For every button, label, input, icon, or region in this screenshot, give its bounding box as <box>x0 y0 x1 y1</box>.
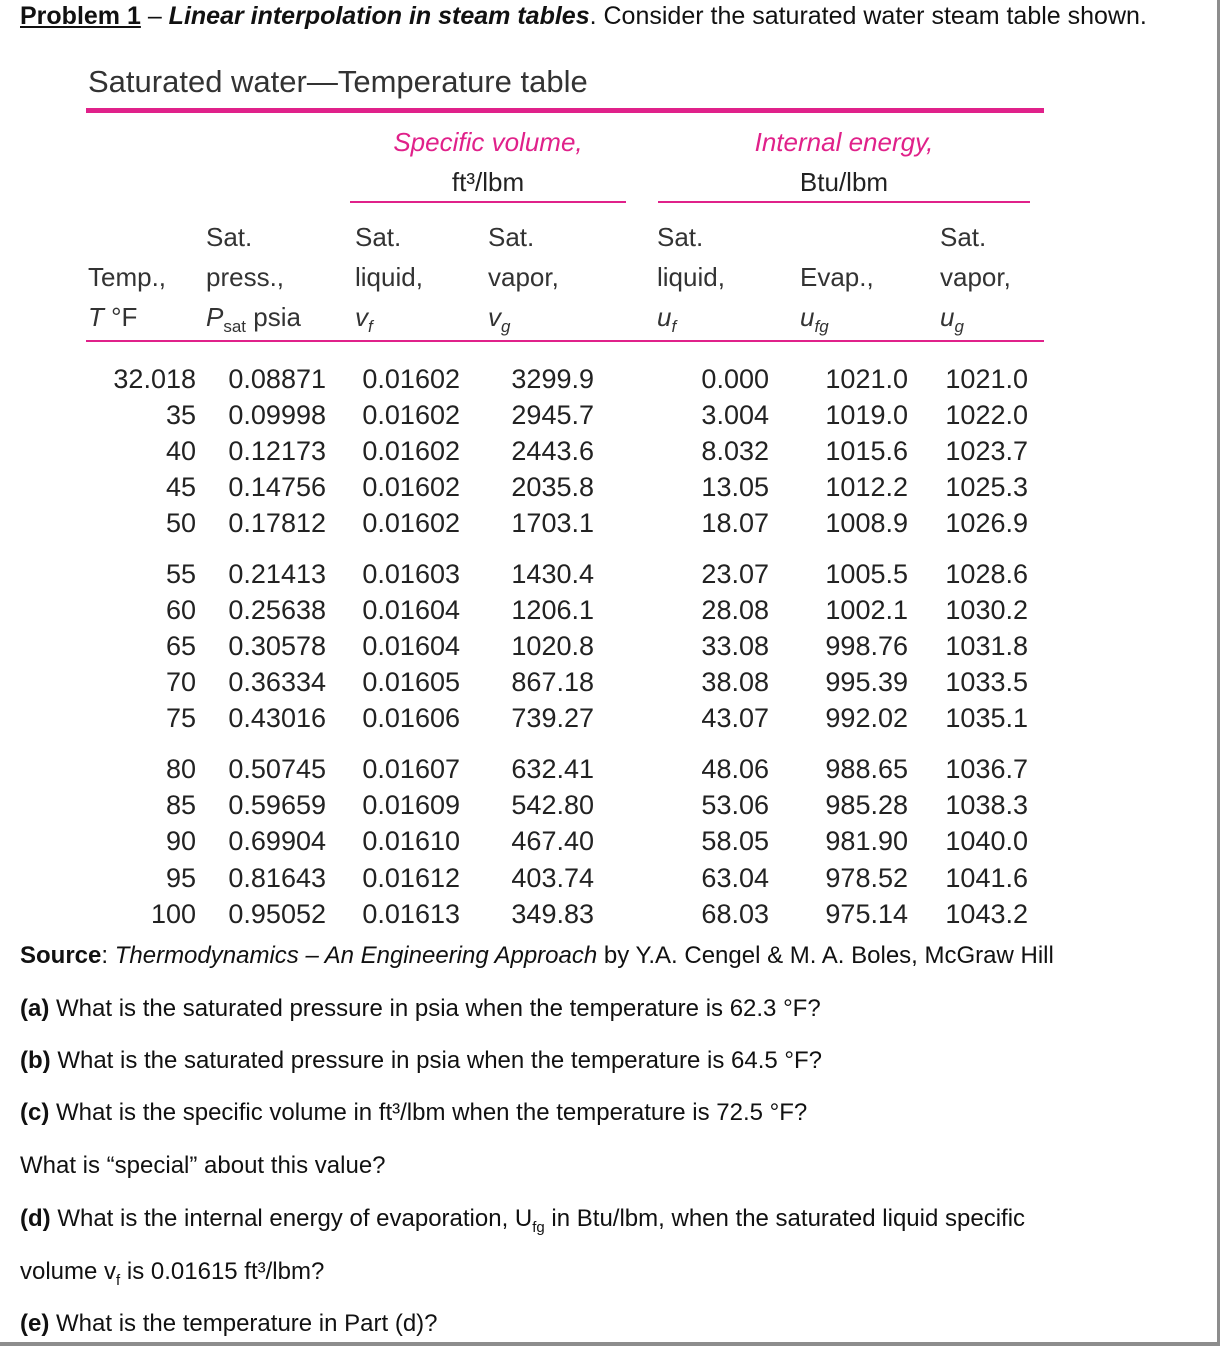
question-a: (a) What is the saturated pressure in psia when the temperature is 62.3 °F? <box>20 995 821 1022</box>
table-row <box>0 628 1100 664</box>
cell-vf: 0.01602 <box>362 472 460 502</box>
cell-psat: 0.95052 <box>228 899 326 929</box>
table-row <box>0 505 1100 541</box>
cell-ug: 1033.5 <box>945 667 1028 697</box>
cell-vg: 2945.7 <box>511 400 594 430</box>
cell-ufg: 975.14 <box>825 899 908 929</box>
cell-psat: 0.08871 <box>228 364 326 394</box>
table-row <box>0 700 1100 736</box>
cell-uf: 3.004 <box>701 400 769 430</box>
cell-vg: 349.83 <box>511 899 594 929</box>
cell-vf: 0.01603 <box>362 559 460 589</box>
cell-psat: 0.09998 <box>228 400 326 430</box>
question-c: (c) What is the specific volume in ft³/lbm when the temperature is 72.5 °F? <box>20 1099 808 1126</box>
cell-uf: 18.07 <box>701 508 769 538</box>
table-row <box>0 896 1100 932</box>
cell-uf: 33.08 <box>701 631 769 661</box>
cell-vg: 542.80 <box>511 790 594 820</box>
cell-vf: 0.01602 <box>362 400 460 430</box>
cell-temp: 35 <box>165 400 196 430</box>
cell-ug: 1041.6 <box>945 863 1028 893</box>
cell-temp: 75 <box>165 703 196 733</box>
source-line: Source: Thermodynamics – An Engineering Approach by Y.A. Cengel & M. A. Boles, McGraw Hill <box>20 942 1054 969</box>
cell-temp: 60 <box>165 595 196 625</box>
cell-vf: 0.01612 <box>362 863 460 893</box>
table-row <box>0 787 1100 823</box>
cell-psat: 0.21413 <box>228 559 326 589</box>
cell-uf: 68.03 <box>701 899 769 929</box>
cell-psat: 0.17812 <box>228 508 326 538</box>
cell-temp: 80 <box>165 754 196 784</box>
problem-dash: – <box>140 2 169 30</box>
table-row <box>0 664 1100 700</box>
table-row <box>0 860 1100 896</box>
cell-vg: 867.18 <box>511 667 594 697</box>
cell-psat: 0.25638 <box>228 595 326 625</box>
cell-uf: 8.032 <box>701 436 769 466</box>
cell-temp: 40 <box>165 436 196 466</box>
col-header-psat: Sat. press., $P_{sat}$ psia <box>206 222 301 337</box>
cell-ufg: 981.90 <box>825 826 908 856</box>
cell-vf: 0.01602 <box>362 364 460 394</box>
question-e: (e) What is the temperature in Part (d)? <box>20 1310 438 1337</box>
cell-vg: 467.40 <box>511 826 594 856</box>
cell-vf: 0.01605 <box>362 667 460 697</box>
cell-vf: 0.01604 <box>362 595 460 625</box>
cell-temp: 85 <box>165 790 196 820</box>
cell-psat: 0.43016 <box>228 703 326 733</box>
cell-ufg: 1008.9 <box>825 508 908 538</box>
source-label: Source <box>20 942 102 969</box>
cell-ufg: 1019.0 <box>825 400 908 430</box>
cell-psat: 0.30578 <box>228 631 326 661</box>
table-row <box>0 592 1100 628</box>
header-bottom-rule <box>86 340 1044 342</box>
cell-temp: 70 <box>165 667 196 697</box>
cell-uf: 63.04 <box>701 863 769 893</box>
cell-vf: 0.01604 <box>362 631 460 661</box>
cell-vg: 1206.1 <box>511 595 594 625</box>
cell-ufg: 995.39 <box>825 667 908 697</box>
cell-ufg: 992.02 <box>825 703 908 733</box>
question-c-followup: What is “special” about this value? <box>20 1152 386 1179</box>
cell-ug: 1031.8 <box>945 631 1028 661</box>
cell-psat: 0.12173 <box>228 436 326 466</box>
problem-intro: . Consider the saturated water steam table shown. <box>589 2 1147 30</box>
internal-energy-title: Internal energy, <box>754 127 934 157</box>
cell-ug: 1021.0 <box>945 364 1028 394</box>
cell-ufg: 985.28 <box>825 790 908 820</box>
cell-vg: 2035.8 <box>511 472 594 502</box>
table-caption: Saturated water—Temperature table <box>88 64 588 99</box>
cell-ug: 1023.7 <box>945 436 1028 466</box>
cell-vg: 632.41 <box>511 754 594 784</box>
table-row <box>0 556 1100 592</box>
cell-vg: 1020.8 <box>511 631 594 661</box>
cell-temp: 65 <box>165 631 196 661</box>
cell-vg: 1703.1 <box>511 508 594 538</box>
table-row <box>0 469 1100 505</box>
question-d: (d) What is the internal energy of evaporation, $U_{fg}$ in Btu/lbm, when the saturated liquid specific <box>20 1205 1026 1236</box>
cell-vg: 1430.4 <box>511 559 594 589</box>
cell-ufg: 1021.0 <box>825 364 908 394</box>
col-header-temp: Temp., T °F <box>88 262 167 332</box>
cell-ufg: 1002.1 <box>825 595 908 625</box>
cell-psat: 0.59659 <box>228 790 326 820</box>
cell-uf: 0.000 <box>701 364 769 394</box>
internal-energy-rule <box>658 201 1030 203</box>
cell-ufg: 978.52 <box>825 863 908 893</box>
cell-ufg: 998.76 <box>825 631 908 661</box>
problem-label: Problem 1 <box>20 2 141 30</box>
cell-temp: 90 <box>165 826 196 856</box>
cell-vf: 0.01613 <box>362 899 460 929</box>
problem-heading <box>20 2 1147 31</box>
table-row <box>0 751 1100 787</box>
cell-temp: 55 <box>165 559 196 589</box>
cell-ug: 1026.9 <box>945 508 1028 538</box>
cell-ug: 1043.2 <box>945 899 1028 929</box>
cell-ug: 1028.6 <box>945 559 1028 589</box>
problem-title: Linear interpolation in steam tables <box>168 2 590 30</box>
cell-ug: 1025.3 <box>945 472 1028 502</box>
cell-vg: 2443.6 <box>511 436 594 466</box>
table-row <box>0 361 1100 397</box>
cell-uf: 53.06 <box>701 790 769 820</box>
specific-volume-rule <box>350 201 626 203</box>
table-row <box>0 433 1100 469</box>
cell-vf: 0.01610 <box>362 826 460 856</box>
cell-vf: 0.01606 <box>362 703 460 733</box>
cell-ug: 1036.7 <box>945 754 1028 784</box>
cell-ug: 1030.2 <box>945 595 1028 625</box>
cell-vg: 3299.9 <box>511 364 594 394</box>
cell-uf: 58.05 <box>701 826 769 856</box>
cell-ug: 1040.0 <box>945 826 1028 856</box>
col-header-vf: Sat. liquid, $v_f$ <box>355 222 423 337</box>
bottom-border <box>0 1342 1220 1346</box>
table-row <box>0 823 1100 859</box>
cell-vf: 0.01609 <box>362 790 460 820</box>
cell-uf: 48.06 <box>701 754 769 784</box>
cell-psat: 0.69904 <box>228 826 326 856</box>
internal-energy-unit: Btu/lbm <box>799 167 889 197</box>
cell-uf: 28.08 <box>701 595 769 625</box>
top-rule <box>86 108 1044 113</box>
cell-psat: 0.36334 <box>228 667 326 697</box>
cell-uf: 13.05 <box>701 472 769 502</box>
col-header-vg: Sat. vapor, $v_g$ <box>488 222 559 337</box>
cell-ufg: 1012.2 <box>825 472 908 502</box>
cell-uf: 38.08 <box>701 667 769 697</box>
table-row <box>0 397 1100 433</box>
cell-temp: 95 <box>165 863 196 893</box>
cell-temp: 100 <box>150 899 196 929</box>
cell-temp: 50 <box>165 508 196 538</box>
specific-volume-unit: ft³/lbm <box>451 167 525 197</box>
col-header-uf: Sat. liquid, $u_f$ <box>657 222 725 337</box>
cell-ug: 1022.0 <box>945 400 1028 430</box>
cell-vf: 0.01602 <box>362 508 460 538</box>
cell-ug: 1035.1 <box>945 703 1028 733</box>
question-d-continued: volume $v_f$ is 0.01615 ft³/lbm? <box>20 1258 325 1289</box>
source-book: Thermodynamics – An Engineering Approach <box>114 942 598 969</box>
cell-ufg: 1015.6 <box>825 436 908 466</box>
cell-vf: 0.01607 <box>362 754 460 784</box>
col-header-ufg: Evap., $u_{fg}$ <box>800 262 874 337</box>
cell-psat: 0.81643 <box>228 863 326 893</box>
cell-ufg: 988.65 <box>825 754 908 784</box>
internal-energy-header <box>658 122 1030 202</box>
cell-ug: 1038.3 <box>945 790 1028 820</box>
cell-psat: 0.14756 <box>228 472 326 502</box>
cell-psat: 0.50745 <box>228 754 326 784</box>
specific-volume-header <box>350 122 626 202</box>
col-header-ug: Sat. vapor, $u_g$ <box>940 222 1011 337</box>
cell-vf: 0.01602 <box>362 436 460 466</box>
cell-temp: 45 <box>165 472 196 502</box>
cell-vg: 739.27 <box>511 703 594 733</box>
specific-volume-title: Specific volume, <box>393 127 583 157</box>
cell-uf: 23.07 <box>701 559 769 589</box>
question-b: (b) What is the saturated pressure in psia when the temperature is 64.5 °F? <box>20 1047 822 1074</box>
cell-uf: 43.07 <box>701 703 769 733</box>
cell-vg: 403.74 <box>511 863 594 893</box>
cell-temp: 32.018 <box>113 364 196 394</box>
cell-ufg: 1005.5 <box>825 559 908 589</box>
